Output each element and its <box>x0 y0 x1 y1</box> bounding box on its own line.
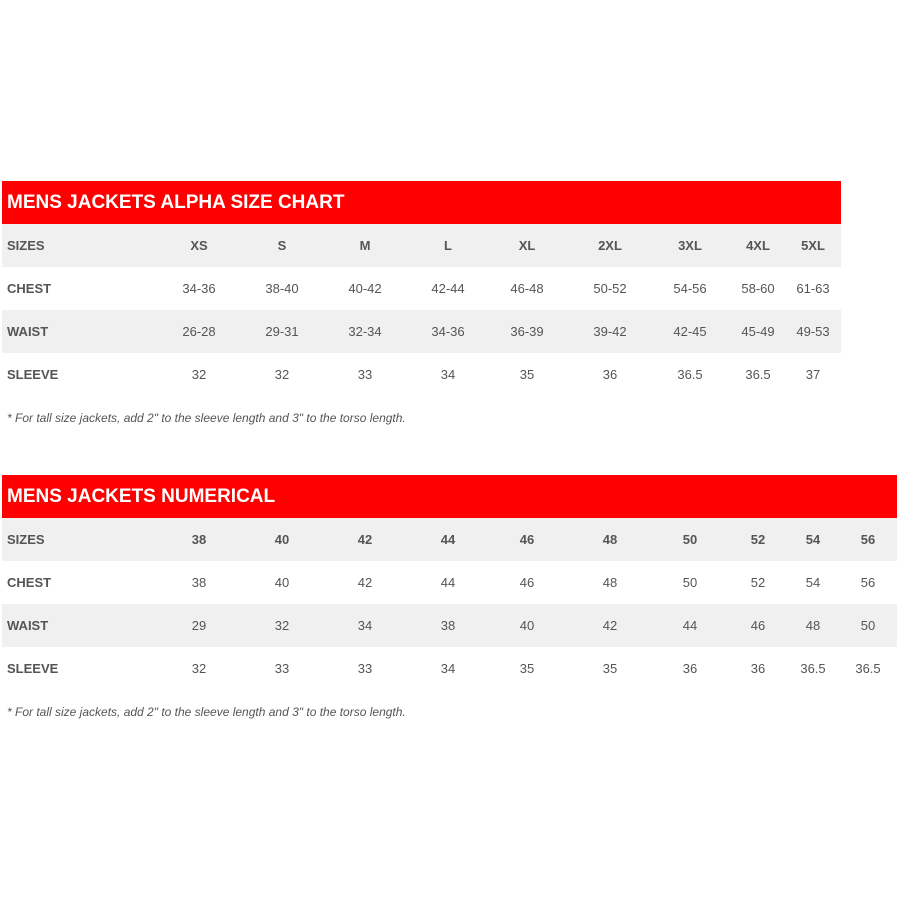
table-cell: 36 <box>750 661 766 676</box>
table-cell: 50-52 <box>593 281 627 296</box>
table-cell: 34 <box>357 618 373 633</box>
table-cell: 50 <box>682 575 698 590</box>
table-cell: 38 <box>440 618 456 633</box>
table-cell: 32 <box>191 661 207 676</box>
table-cell: 50 <box>860 618 876 633</box>
row-label: SIZES <box>7 238 45 253</box>
size-header-cell: 52 <box>750 532 766 547</box>
table-cell: 54-56 <box>673 281 707 296</box>
table-cell: 58-60 <box>741 281 775 296</box>
table-cell: 56 <box>860 575 876 590</box>
table-cell: 42-45 <box>673 324 707 339</box>
numerical-chart-title: MENS JACKETS NUMERICAL <box>2 475 897 518</box>
table-cell: 48 <box>602 575 618 590</box>
table-cell: 36-39 <box>510 324 544 339</box>
alpha-row-waist <box>2 310 841 353</box>
size-header-cell: 40 <box>274 532 290 547</box>
table-cell: 36.5 <box>745 367 771 382</box>
table-cell: 32-34 <box>348 324 382 339</box>
size-header-cell: 38 <box>191 532 207 547</box>
table-cell: 35 <box>602 661 618 676</box>
table-cell: 37 <box>805 367 821 382</box>
table-cell: 42-44 <box>431 281 465 296</box>
table-cell: 46-48 <box>510 281 544 296</box>
row-label: SIZES <box>7 532 45 547</box>
table-cell: 54 <box>805 575 821 590</box>
size-header-cell: 3XL <box>678 238 702 253</box>
size-header-cell: XL <box>518 238 536 253</box>
table-cell: 39-42 <box>593 324 627 339</box>
table-cell: 61-63 <box>796 281 830 296</box>
table-cell: 42 <box>602 618 618 633</box>
numerical-footnote: * For tall size jackets, add 2" to the sleeve length and 3" to the torso length. <box>7 705 406 719</box>
row-label: CHEST <box>7 281 52 296</box>
size-header-cell: 56 <box>860 532 876 547</box>
table-cell: 34 <box>440 367 456 382</box>
table-cell: 34-36 <box>182 281 216 296</box>
numerical-row-sleeve <box>2 647 897 690</box>
size-header-cell: 46 <box>519 532 535 547</box>
row-label: CHEST <box>7 575 52 590</box>
size-header-cell: 4XL <box>746 238 770 253</box>
table-cell: 36 <box>602 367 618 382</box>
table-cell: 34-36 <box>431 324 465 339</box>
size-header-cell: 44 <box>440 532 456 547</box>
row-label: SLEEVE <box>7 661 59 676</box>
table-cell: 29 <box>191 618 207 633</box>
size-header-cell: 42 <box>357 532 373 547</box>
size-header-cell: L <box>444 238 452 253</box>
alpha-footnote: * For tall size jackets, add 2" to the sleeve length and 3" to the torso length. <box>7 411 406 425</box>
table-cell: 40-42 <box>348 281 382 296</box>
table-cell: 35 <box>519 661 535 676</box>
alpha-row-sleeve <box>2 353 841 396</box>
alpha-row-sizes <box>2 224 841 267</box>
size-header-cell: S <box>277 238 287 253</box>
table-cell: 42 <box>357 575 373 590</box>
size-header-cell: M <box>359 238 371 253</box>
size-header-cell: 2XL <box>598 238 622 253</box>
table-cell: 40 <box>274 575 290 590</box>
table-cell: 35 <box>519 367 535 382</box>
table-cell: 36 <box>682 661 698 676</box>
size-header-cell: 54 <box>805 532 821 547</box>
table-cell: 46 <box>519 575 535 590</box>
table-cell: 38 <box>191 575 207 590</box>
table-cell: 26-28 <box>182 324 216 339</box>
alpha-size-chart <box>2 181 841 396</box>
size-header-cell: 48 <box>602 532 618 547</box>
numerical-row-waist <box>2 604 897 647</box>
table-cell: 32 <box>274 367 290 382</box>
table-cell: 46 <box>750 618 766 633</box>
table-cell: 33 <box>274 661 290 676</box>
size-header-cell: 50 <box>682 532 698 547</box>
table-cell: 36.5 <box>677 367 703 382</box>
numerical-size-chart <box>2 475 897 690</box>
table-cell: 34 <box>440 661 456 676</box>
table-cell: 40 <box>519 618 535 633</box>
row-label: SLEEVE <box>7 367 59 382</box>
table-cell: 29-31 <box>265 324 299 339</box>
numerical-row-chest <box>2 561 897 604</box>
table-cell: 33 <box>357 367 373 382</box>
table-cell: 48 <box>805 618 821 633</box>
size-header-cell: 5XL <box>801 238 825 253</box>
table-cell: 52 <box>750 575 766 590</box>
table-cell: 36.5 <box>800 661 826 676</box>
row-label: WAIST <box>7 618 49 633</box>
table-cell: 49-53 <box>796 324 830 339</box>
alpha-row-chest <box>2 267 841 310</box>
table-cell: 45-49 <box>741 324 775 339</box>
alpha-chart-title: MENS JACKETS ALPHA SIZE CHART <box>2 181 841 224</box>
table-cell: 33 <box>357 661 373 676</box>
table-cell: 44 <box>682 618 698 633</box>
table-cell: 38-40 <box>265 281 299 296</box>
table-cell: 44 <box>440 575 456 590</box>
table-cell: 36.5 <box>855 661 881 676</box>
table-cell: 32 <box>274 618 290 633</box>
table-cell: 32 <box>191 367 207 382</box>
numerical-row-sizes <box>2 518 897 561</box>
size-header-cell: XS <box>190 238 208 253</box>
row-label: WAIST <box>7 324 49 339</box>
